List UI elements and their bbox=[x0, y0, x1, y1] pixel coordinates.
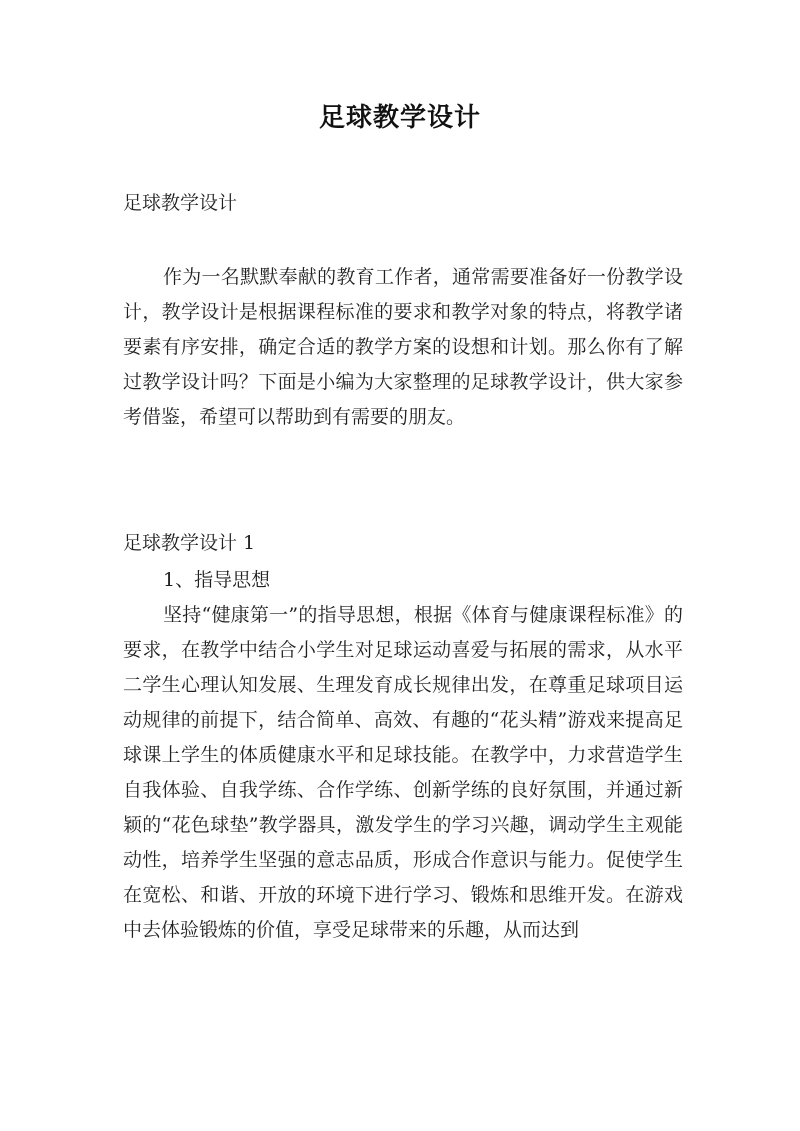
document-subtitle: 足球教学设计 bbox=[123, 192, 238, 214]
section-heading: 足球教学设计 1 bbox=[123, 532, 256, 554]
document-title: 足球教学设计 bbox=[318, 103, 481, 133]
section-paragraph: 坚持“健康第一”的指导思想，根据《体育与健康课程标准》的要求，在教学中结合小学生对足球运动喜爱与拓展的需求，从水平二学生心理认知发展、生理发育成长规律出发，在尊重足球项目运动规律的前提下，结合简单、高效、有趣的“花头精”游戏来提高足球课上学生的体质健康水平和足球技能。在教学中，力求营造学生自我体验、自我学练、合作学练、创新学练的良好氛围，并通过新颖的“花色球垫”教学器具，激发学生的学习兴趣，调动学生主观能动性，培养学生坚强的意志品质，形成合作意识与能力。促使学生在宽松、和谐、开放的环境下进行学习、锻炼和思维开发。在游戏中去体验锻炼的价值，享受足球带来的乐趣，从而达到 bbox=[123, 604, 683, 941]
point-heading: 1、指导思想 bbox=[163, 569, 271, 591]
intro-paragraph: 作为一名默默奉献的教育工作者，通常需要准备好一份教学设计，教学设计是根据课程标准的要求和教学对象的特点，将教学诸要素有序安排，确定合适的教学方案的设想和计划。那么你有了解过教学设计吗？下面是小编为大家整理的足球教学设计，供大家参考借鉴，希望可以帮助到有需要的朋友。 bbox=[123, 266, 683, 428]
